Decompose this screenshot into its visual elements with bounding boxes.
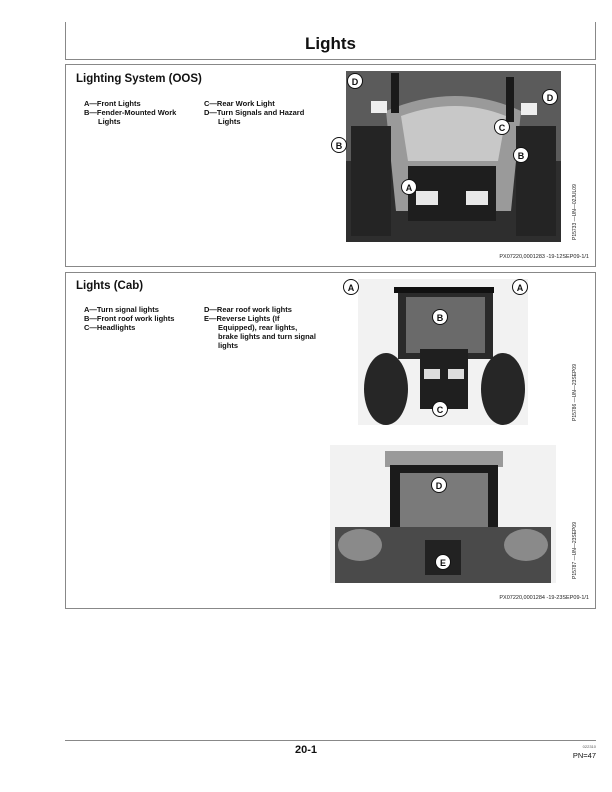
title-box bbox=[65, 22, 596, 60]
legend-item: Lights bbox=[98, 117, 121, 126]
legend-right bbox=[204, 99, 304, 126]
callout-a: A bbox=[343, 279, 359, 295]
callout-b: B bbox=[432, 309, 448, 325]
cab-rear-photo bbox=[330, 445, 556, 583]
section-title: Lights (Cab) bbox=[76, 280, 144, 292]
callout-c: C bbox=[432, 401, 448, 417]
legend-left bbox=[84, 305, 174, 332]
legend-item: C—Headlights bbox=[84, 323, 136, 332]
legend-item: D—Rear roof work lights bbox=[204, 305, 292, 314]
section-lighting-system bbox=[65, 64, 596, 267]
footer-divider bbox=[65, 740, 596, 741]
legend-item: A—Turn signal lights bbox=[84, 305, 159, 314]
legend-item: B—Fender-Mounted Work bbox=[84, 108, 177, 117]
callout-c: C bbox=[494, 119, 510, 135]
legend-item: E—Reverse Lights (If bbox=[204, 314, 280, 323]
page-number: 20-1 bbox=[294, 744, 318, 756]
image-ref: P15786 —UN—23SEP09 bbox=[572, 364, 578, 421]
legend-item: lights bbox=[218, 341, 238, 350]
image-ref: P15787 —UN—23SEP09 bbox=[572, 522, 578, 579]
callout-d: D bbox=[347, 73, 363, 89]
callout-e: E bbox=[435, 554, 451, 570]
footer-pn: PN=47 bbox=[572, 751, 596, 760]
legend-right bbox=[204, 305, 316, 350]
legend-item: Lights bbox=[218, 117, 241, 126]
callout-b: B bbox=[331, 137, 347, 153]
legend-item: D—Turn Signals and Hazard bbox=[204, 108, 305, 117]
legend-item: A—Front Lights bbox=[84, 99, 141, 108]
legend-item: Equipped), rear lights, bbox=[218, 323, 298, 332]
section-lights-cab bbox=[65, 272, 596, 609]
legend-item: C—Rear Work Light bbox=[204, 99, 275, 108]
page-title: Lights bbox=[305, 34, 356, 53]
legend-left bbox=[84, 99, 176, 126]
footer-code: 022310 bbox=[582, 744, 596, 749]
section-title: Lighting System (OOS) bbox=[76, 73, 202, 85]
image-ref: P15733 —UN—02JUL09 bbox=[572, 184, 578, 240]
px-id: PX07220,0001284 -19-23SEP09-1/1 bbox=[499, 595, 589, 601]
callout-b: B bbox=[513, 147, 529, 163]
tractor-front-photo bbox=[335, 71, 561, 242]
callout-d: D bbox=[431, 477, 447, 493]
callout-a: A bbox=[401, 179, 417, 195]
px-id: PX07220,0001283 -19-12SEP09-1/1 bbox=[499, 254, 589, 260]
callout-d: D bbox=[542, 89, 558, 105]
callout-a: A bbox=[512, 279, 528, 295]
cab-front-photo bbox=[347, 279, 528, 425]
legend-item: brake lights and turn signal bbox=[218, 332, 316, 341]
legend-item: B—Front roof work lights bbox=[84, 314, 175, 323]
